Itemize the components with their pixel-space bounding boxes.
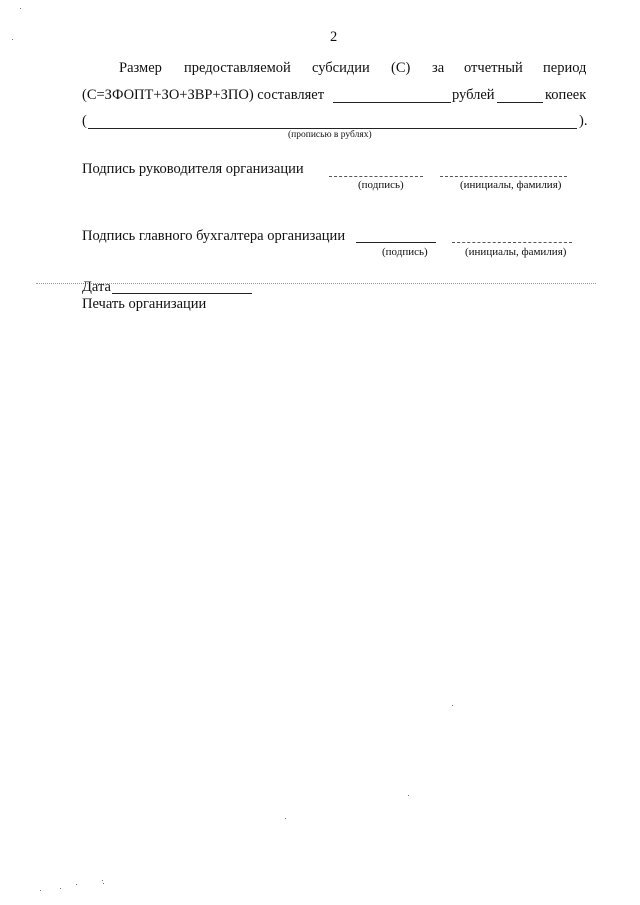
subsidy-word: предоставляемой (184, 60, 291, 76)
accountant-signature-blank[interactable] (356, 242, 436, 243)
amount-kopecks-blank[interactable] (497, 102, 543, 103)
scan-speck (408, 795, 409, 796)
director-name-caption: (инициалы, фамилия) (460, 179, 562, 191)
accountant-name-caption: (инициалы, фамилия) (465, 246, 567, 258)
subsidy-word: за (432, 60, 445, 76)
director-signature-blank[interactable] (329, 176, 423, 177)
page-number: 2 (330, 29, 338, 45)
scan-speck (452, 705, 453, 706)
subsidy-word: (С) (391, 60, 411, 76)
kopecks-label: копеек (545, 87, 587, 103)
accountant-signature-caption: (подпись) (382, 246, 428, 258)
director-name-blank[interactable] (440, 176, 567, 177)
scan-artifact-row (36, 283, 596, 284)
date-label: Дата (82, 279, 111, 295)
subsidy-word: период (543, 60, 587, 76)
amount-in-words-blank[interactable] (88, 128, 577, 129)
subsidy-word: субсидии (312, 60, 370, 76)
in-words-caption: (прописью в рублях) (288, 130, 372, 140)
subsidy-word: Размер (119, 60, 162, 76)
scan-speck (60, 888, 61, 889)
subsidy-formula: (С=ЗФОПТ+ЗО+ЗВР+ЗПО) составляет (82, 87, 325, 103)
scan-speck (76, 884, 77, 885)
stamp-label: Печать организации (82, 296, 207, 312)
scan-speck (12, 39, 13, 40)
amount-rubles-blank[interactable] (333, 102, 451, 103)
accountant-name-blank[interactable] (452, 242, 572, 243)
subsidy-word: отчетный (464, 60, 523, 76)
scan-speck (20, 8, 21, 9)
scan-speck (103, 883, 104, 884)
scan-speck (285, 818, 286, 819)
rubles-label: рублей (452, 87, 495, 103)
subsidy-line-1 (0, 60, 640, 78)
director-signature-label: Подпись руководителя организации (82, 161, 304, 177)
close-paren: ). (579, 113, 588, 129)
scan-speck (40, 890, 41, 891)
accountant-signature-label: Подпись главного бухгалтера организации (82, 228, 346, 244)
open-paren: ( (82, 113, 87, 129)
director-signature-caption: (подпись) (358, 179, 404, 191)
scan-speck (102, 880, 103, 881)
date-blank[interactable] (112, 293, 252, 294)
